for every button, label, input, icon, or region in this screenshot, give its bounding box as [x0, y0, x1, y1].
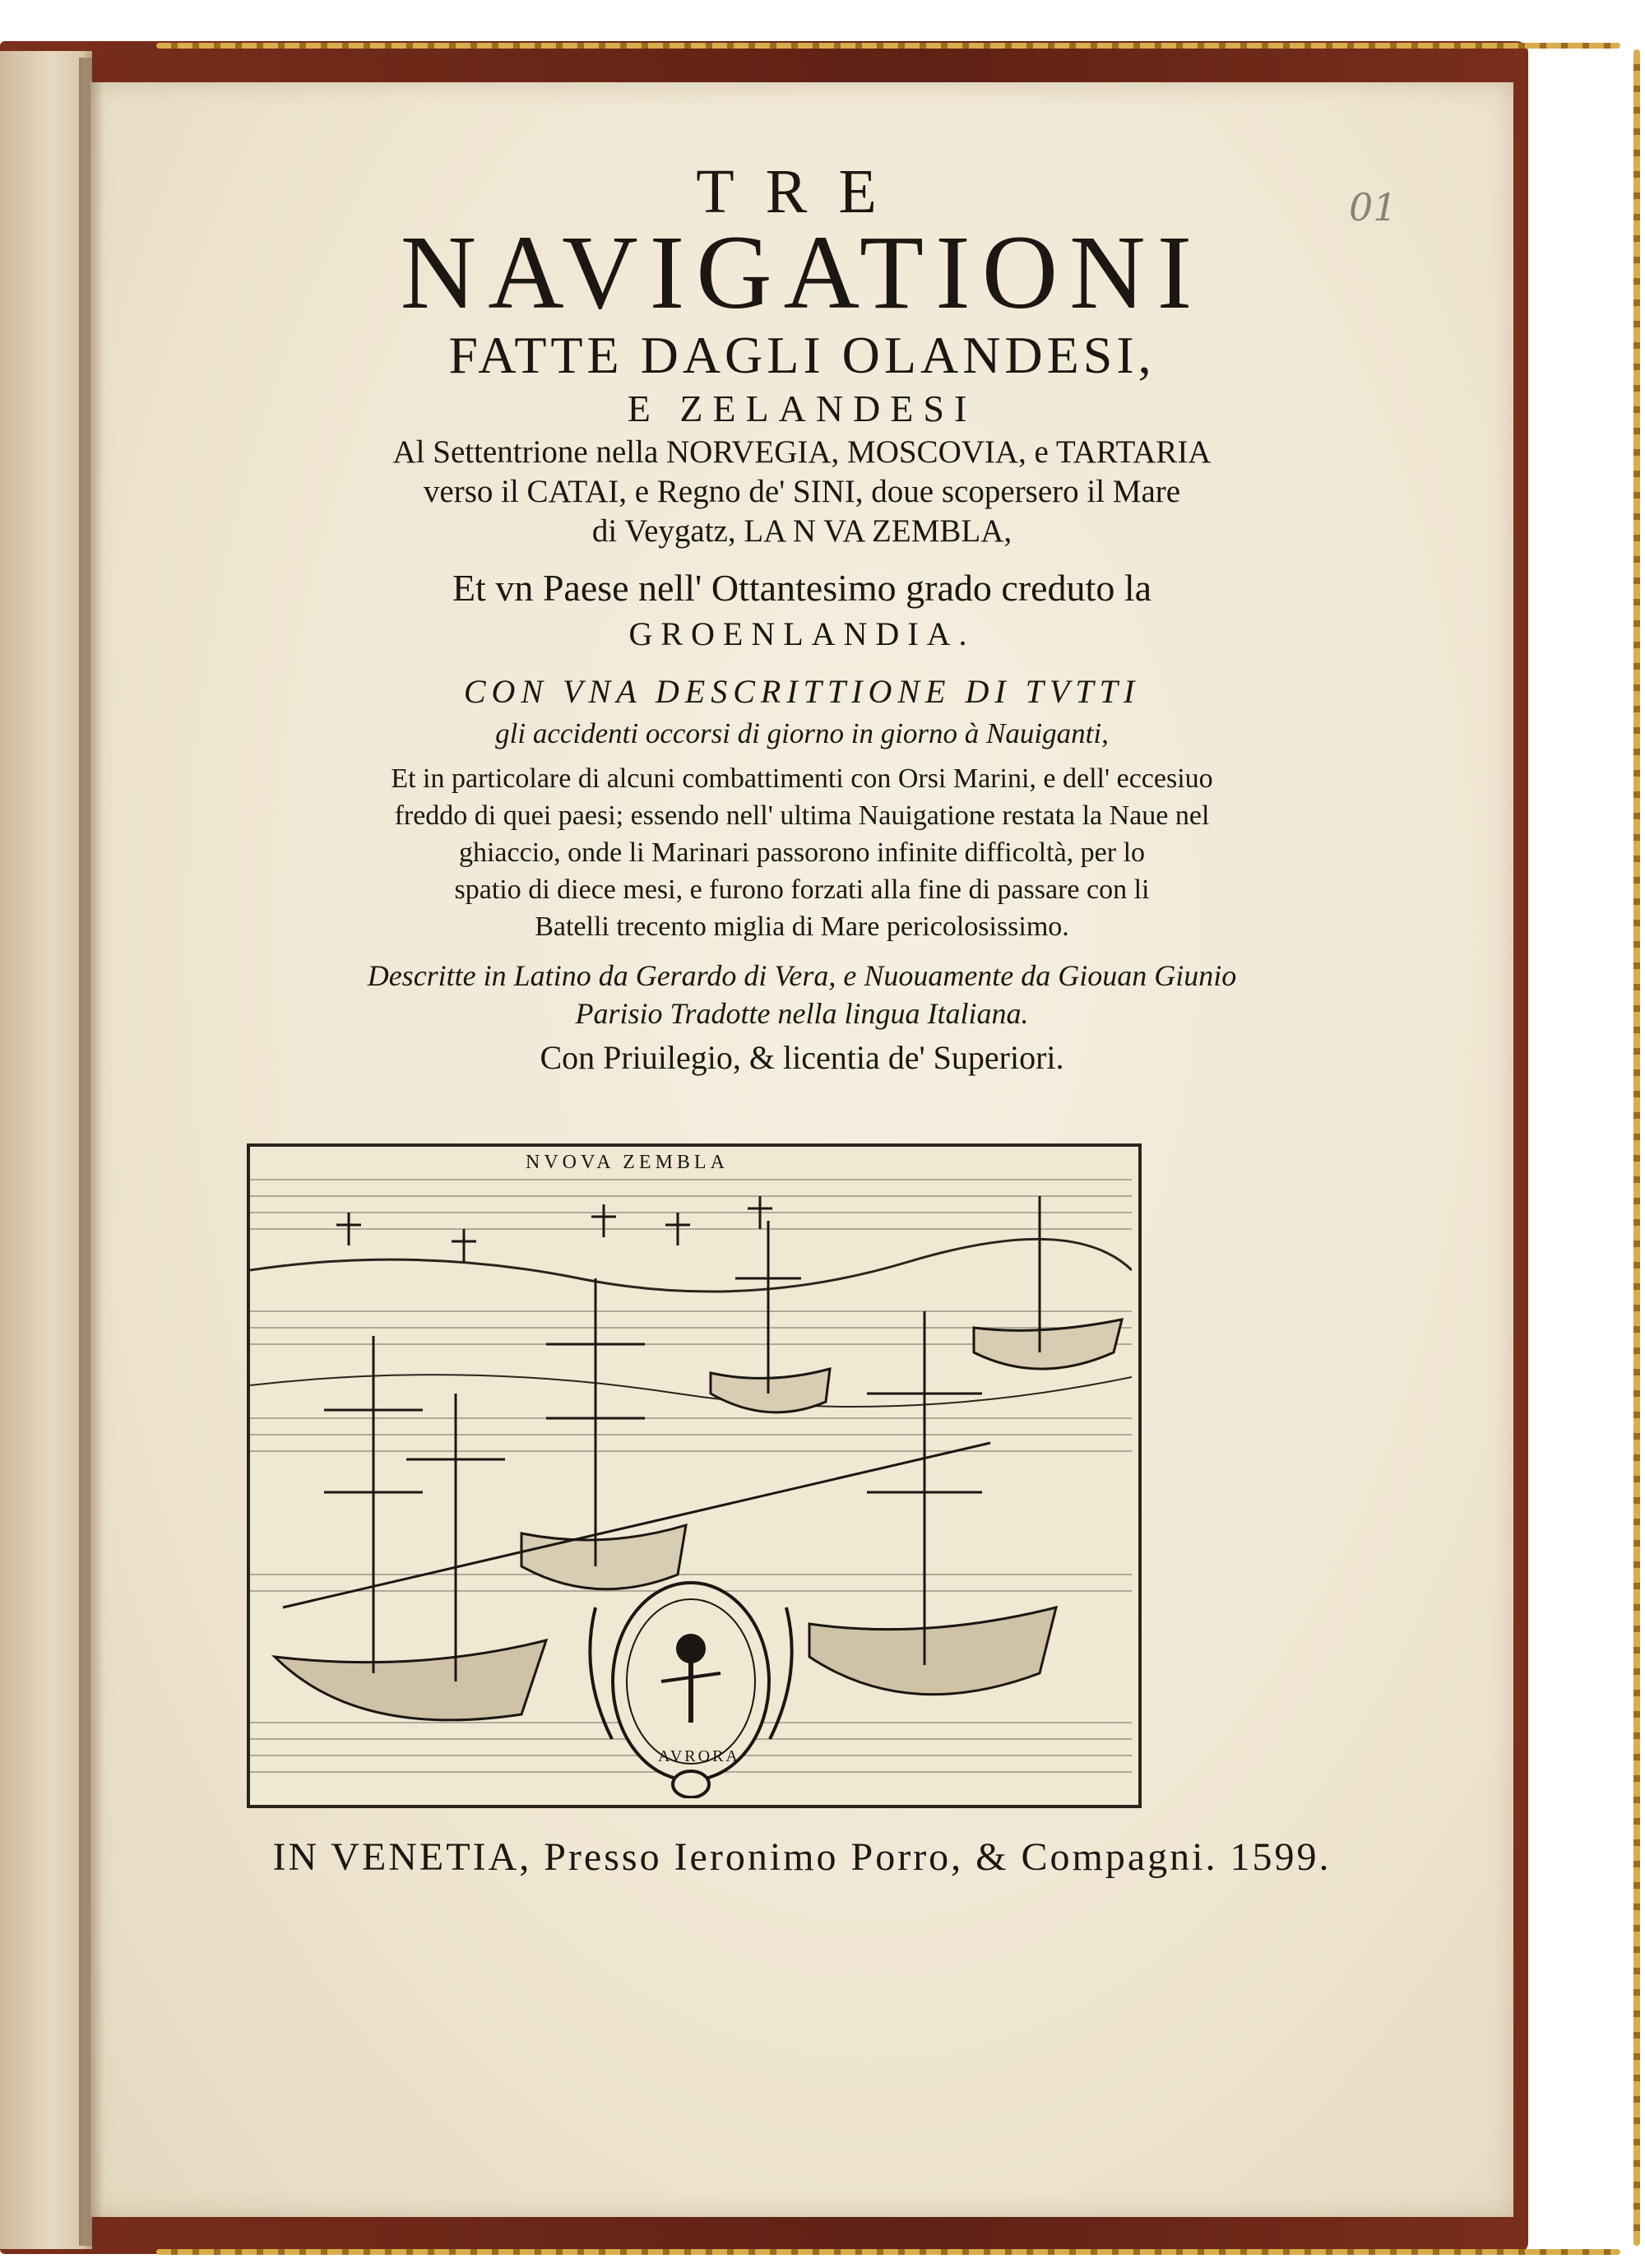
paragraph-line-2: freddo di quei paesi; essendo nell' ultima Nauigatione restata la Naue nel	[394, 800, 1210, 831]
imprint-line: IN VENETIA, Presso Ieronimo Porro, & Compagni. 1599.	[272, 1835, 1332, 1879]
descritte-line-2: Parisio Tradotte nella lingua Italiana.	[575, 997, 1029, 1030]
engraving-label-top: NVOVA ZEMBLA	[526, 1152, 729, 1173]
ice-line	[250, 1375, 1132, 1407]
engraving-artwork	[250, 1147, 1132, 1798]
paragraph-line-1: Et in particolare di alcuni combattimenti con Orsi Marini, e dell' eccesiuo	[391, 763, 1213, 794]
et-line: Et vn Paese nell' Ottantesimo grado creduto la	[452, 567, 1152, 609]
subtitle-line-3: di Veygatz, LA N VA ZEMBLA,	[591, 513, 1012, 549]
groenlandia-line: GROENLANDIA.	[628, 615, 975, 652]
gilt-edge-right	[1633, 49, 1640, 2246]
title-navigationi: NAVIGATIONI	[400, 214, 1204, 331]
subtitle-line-1: Al Settentrione nella NORVEGIA, MOSCOVIA, e TARTARIA	[392, 434, 1212, 470]
descrittione-line: CON VNA DESCRITTIONE DI TVTTI	[463, 673, 1141, 710]
shore-line	[250, 1239, 1132, 1292]
pencil-annotation: 01	[1349, 185, 1397, 230]
engraving-illustration	[247, 1143, 1142, 1808]
title-text-block	[90, 0, 1513, 2268]
privilegio-line: Con Priuilegio, & licentia de' Superiori.	[540, 1039, 1064, 1076]
descritte-line-1: Descritte in Latino da Gerardo di Vera, e Nuouamente da Giouan Giunio	[367, 959, 1237, 992]
paragraph-line-5: Batelli trecento miglia di Mare pericolosissimo.	[535, 911, 1069, 942]
title-fatte: FATTE DAGLI OLANDESI,	[448, 326, 1156, 384]
title-tre: TRE	[696, 157, 908, 226]
engraving-label-cartouche: AVRORA	[658, 1747, 740, 1765]
paragraph-line-4: spatio di diece mesi, e furono forzati alla fine di passare con li	[454, 874, 1150, 905]
subtitle-line-2: verso il CATAI, e Regno de' SINI, doue scopersero il Mare	[423, 474, 1181, 509]
title-zelandesi: E ZELANDESI	[627, 387, 977, 429]
paragraph-line-3: ghiaccio, onde li Marinari passorono infinite difficoltà, per lo	[458, 837, 1146, 868]
accidenti-line: gli accidenti occorsi di giorno in giorno à Nauiganti,	[495, 717, 1109, 749]
